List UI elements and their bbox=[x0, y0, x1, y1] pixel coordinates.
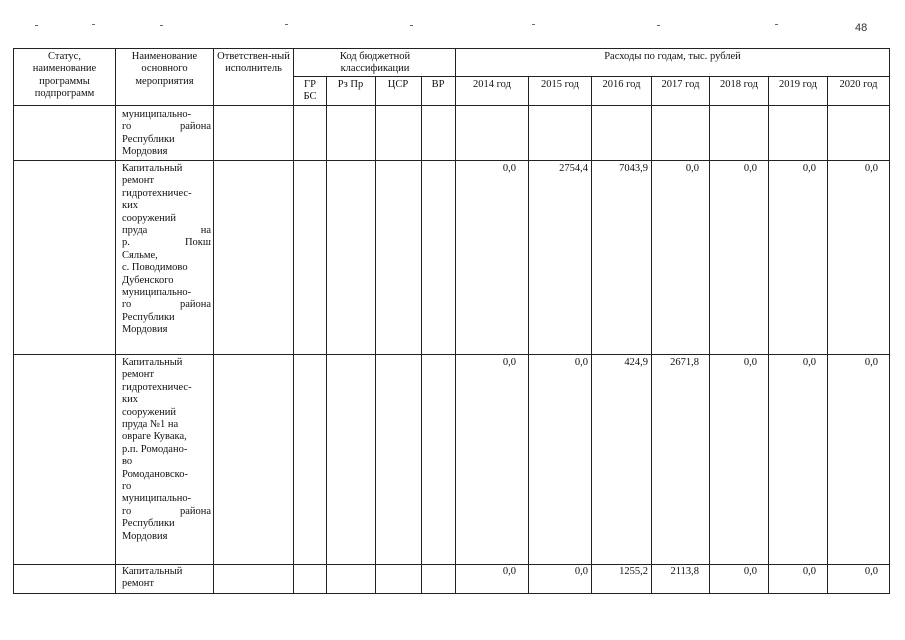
description-line: муниципально- bbox=[122, 109, 192, 120]
description-line: ких bbox=[122, 200, 138, 212]
table-border-top bbox=[13, 48, 890, 49]
column-rule bbox=[591, 76, 592, 594]
header-year-2019: 2019 год bbox=[779, 79, 817, 90]
row-divider bbox=[13, 160, 890, 161]
scan-speck bbox=[775, 24, 778, 25]
header-year-2015: 2015 год bbox=[541, 79, 579, 90]
description-line: Ромодановско- bbox=[122, 468, 188, 480]
column-rule bbox=[213, 48, 214, 594]
row-4-value-2016: 1255,2 bbox=[619, 566, 648, 577]
scan-speck bbox=[657, 25, 660, 26]
row-3-value-2018: 0,0 bbox=[743, 357, 757, 368]
row-3-value-2014: 0,0 bbox=[502, 357, 516, 368]
description-line: Республики bbox=[122, 133, 175, 145]
description-line: го района bbox=[122, 121, 211, 133]
description-line: овраге Кувака, bbox=[122, 431, 187, 443]
description-line: р. Покш bbox=[122, 237, 211, 249]
description-line: сооружений bbox=[122, 406, 177, 418]
description-line: Капитальный bbox=[122, 163, 183, 174]
column-rule bbox=[651, 76, 652, 594]
header-code-csr: ЦСР bbox=[387, 79, 409, 90]
header-code-vr: ВР bbox=[431, 79, 445, 90]
column-rule bbox=[375, 76, 376, 594]
scan-speck bbox=[532, 24, 535, 25]
row-3-value-2017: 2671,8 bbox=[670, 357, 699, 368]
header-year-2020: 2020 год bbox=[839, 79, 878, 90]
description-line: го bbox=[122, 481, 132, 493]
description-line: р.п. Ромодано- bbox=[122, 443, 188, 455]
scan-speck bbox=[285, 24, 288, 25]
row-4-value-2018: 0,0 bbox=[743, 566, 757, 577]
row-4-value-2020: 0,0 bbox=[864, 566, 878, 577]
header-budget-code: Код бюджетной классификации bbox=[339, 51, 411, 75]
scan-speck bbox=[160, 25, 163, 26]
description-line: го района bbox=[122, 299, 211, 311]
header-code-rzpr: Рз Пр bbox=[337, 79, 364, 90]
description-line: Капитальный bbox=[122, 566, 183, 577]
row-2-value-2020: 0,0 bbox=[864, 163, 878, 174]
scan-speck bbox=[35, 25, 38, 26]
header-year-2014: 2014 год bbox=[473, 79, 511, 90]
row-4-value-2014: 0,0 bbox=[502, 566, 516, 577]
description-line: ких bbox=[122, 394, 138, 406]
description-line: Республики bbox=[122, 311, 175, 323]
row-1-description bbox=[122, 109, 211, 159]
header-expenses: Расходы по годам, тыс. рублей bbox=[604, 51, 741, 62]
row-divider bbox=[13, 564, 890, 565]
row-3-description bbox=[122, 357, 211, 543]
header-code-grbs: ГР БС bbox=[303, 79, 317, 103]
page-number: 48 bbox=[855, 22, 868, 34]
expenses-divider bbox=[455, 76, 890, 77]
scan-speck bbox=[92, 24, 95, 25]
description-line: ремонт bbox=[122, 369, 155, 381]
row-2-value-2014: 0,0 bbox=[502, 163, 516, 174]
description-line: муниципально- bbox=[122, 287, 192, 299]
row-3-value-2020: 0,0 bbox=[864, 357, 878, 368]
description-line: Мордовия bbox=[122, 530, 168, 542]
description-line: го района bbox=[122, 505, 211, 517]
description-line: сооружений bbox=[122, 212, 177, 224]
header-event-name: Наименование основного мероприятия bbox=[131, 51, 198, 87]
row-2-description bbox=[122, 163, 211, 337]
row-3-value-2015: 0,0 bbox=[574, 357, 588, 368]
description-line: гидротехничес- bbox=[122, 381, 192, 393]
description-line: во bbox=[122, 456, 133, 468]
column-rule bbox=[293, 48, 294, 594]
description-line: Мордовия bbox=[122, 324, 168, 336]
row-3-value-2019: 0,0 bbox=[802, 357, 816, 368]
row-2-value-2018: 0,0 bbox=[743, 163, 757, 174]
column-rule bbox=[421, 76, 422, 594]
header-bottom-rule bbox=[13, 105, 890, 106]
description-line: Дубенского bbox=[122, 274, 174, 286]
header-status: Статус, наименование программы подпрограмм bbox=[32, 51, 97, 100]
column-rule bbox=[709, 76, 710, 594]
header-year-2016: 2016 год bbox=[602, 79, 641, 90]
column-rule bbox=[827, 76, 828, 594]
description-line: Капитальный bbox=[122, 357, 183, 368]
table-border-bottom bbox=[13, 593, 890, 594]
column-rule bbox=[115, 48, 116, 594]
row-2-value-2016: 7043,9 bbox=[619, 163, 648, 174]
header-year-2017: 2017 год bbox=[661, 79, 700, 90]
description-line: с. Поводимово bbox=[122, 262, 188, 274]
scan-speck bbox=[410, 25, 413, 26]
description-line: ремонт bbox=[122, 175, 155, 187]
header-responsible: Ответствен-ный исполнитель bbox=[217, 51, 290, 75]
row-4-value-2019: 0,0 bbox=[802, 566, 816, 577]
expenses-table bbox=[13, 48, 890, 594]
description-line: Мордовия bbox=[122, 146, 168, 158]
description-line: пруда на bbox=[122, 225, 211, 237]
row-4-value-2017: 2113,8 bbox=[670, 566, 699, 577]
header-year-2018: 2018 год bbox=[720, 79, 758, 90]
row-divider bbox=[13, 354, 890, 355]
column-rule bbox=[326, 76, 327, 594]
description-line: ремонт bbox=[122, 578, 155, 590]
column-rule bbox=[768, 76, 769, 594]
row-2-value-2017: 0,0 bbox=[685, 163, 699, 174]
description-line: Республики bbox=[122, 518, 175, 530]
row-4-description bbox=[122, 566, 211, 591]
row-4-value-2015: 0,0 bbox=[574, 566, 588, 577]
row-3-value-2016: 424,9 bbox=[624, 357, 648, 368]
table-border-right bbox=[889, 48, 890, 594]
description-line: Сяльме, bbox=[122, 249, 158, 261]
description-line: муниципально- bbox=[122, 493, 192, 505]
row-2-value-2015: 2754,4 bbox=[559, 163, 588, 174]
column-rule bbox=[528, 76, 529, 594]
table-border-left bbox=[13, 48, 14, 594]
row-2-value-2019: 0,0 bbox=[802, 163, 816, 174]
description-line: гидротехничес- bbox=[122, 187, 192, 199]
budget-code-divider bbox=[293, 76, 455, 77]
description-line: пруда №1 на bbox=[122, 419, 179, 431]
column-rule bbox=[455, 48, 456, 594]
